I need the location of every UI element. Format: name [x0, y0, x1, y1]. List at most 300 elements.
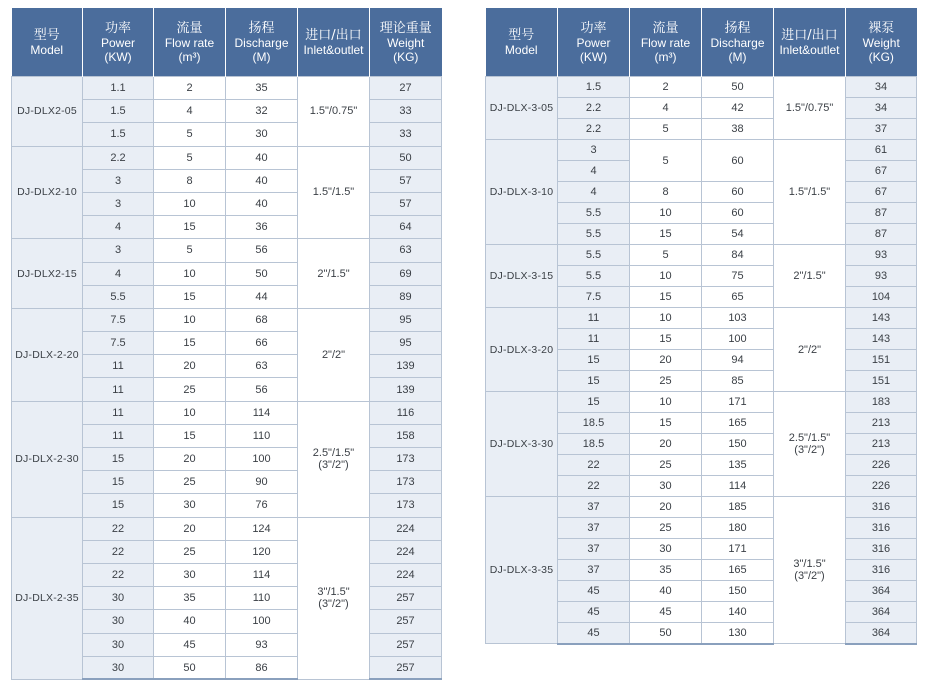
- header-en-label: (M): [252, 49, 271, 64]
- weight-cell: 224: [370, 517, 442, 540]
- power-cell: 37: [558, 539, 630, 560]
- flow-cell: 40: [630, 581, 702, 602]
- model-cell: DJ-DLX-3-15: [486, 245, 558, 308]
- power-cell: 11: [83, 424, 154, 447]
- weight-cell: 37: [846, 119, 917, 140]
- flow-cell: 25: [630, 371, 702, 392]
- flow-cell: 5: [154, 146, 226, 169]
- weight-cell: 93: [846, 266, 917, 287]
- power-cell: 4: [83, 216, 154, 239]
- model-cell: DJ-DLX-3-10: [486, 140, 558, 245]
- table-row: [12, 401, 442, 424]
- flow-cell: 10: [154, 262, 226, 285]
- discharge-cell: 54: [702, 224, 774, 245]
- weight-cell: 63: [370, 239, 442, 262]
- weight-cell: 95: [370, 332, 442, 355]
- power-cell: 22: [558, 476, 630, 497]
- power-cell: 15: [558, 350, 630, 371]
- table-row: [486, 140, 917, 161]
- flow-cell: 15: [630, 224, 702, 245]
- inlet-outlet-alt-value: (3"/2"): [794, 570, 825, 582]
- inlet-outlet-cell: [774, 497, 846, 644]
- weight-cell: 27: [370, 77, 442, 100]
- weight-cell: 34: [846, 77, 917, 98]
- weight-cell: 364: [846, 602, 917, 623]
- inlet-outlet-value: 2"/1.5": [317, 267, 350, 280]
- flow-cell: 30: [630, 476, 702, 497]
- header-weight: [370, 8, 442, 77]
- discharge-cell: 36: [226, 216, 298, 239]
- power-cell: 1.5: [83, 100, 154, 123]
- header-flow-rate: [630, 8, 702, 77]
- discharge-cell: 171: [702, 392, 774, 413]
- discharge-cell: 171: [702, 539, 774, 560]
- power-cell: 7.5: [83, 332, 154, 355]
- header-discharge: [702, 8, 774, 77]
- flow-cell: 25: [154, 378, 226, 401]
- table-row: [12, 308, 442, 331]
- weight-cell: 143: [846, 329, 917, 350]
- flow-cell: 15: [630, 287, 702, 308]
- flow-cell: 15: [154, 216, 226, 239]
- flow-cell: 4: [154, 100, 226, 123]
- power-cell: 1.1: [83, 77, 154, 100]
- inlet-outlet-alt-value: (3"/2"): [318, 598, 349, 611]
- flow-cell: 10: [630, 392, 702, 413]
- table-header-row: [486, 8, 917, 77]
- flow-cell: 15: [154, 332, 226, 355]
- weight-cell: 316: [846, 518, 917, 539]
- weight-cell: 226: [846, 455, 917, 476]
- header-en-label: Weight: [387, 35, 425, 50]
- power-cell: 15: [83, 494, 154, 517]
- flow-cell: 25: [154, 540, 226, 563]
- header-flow-rate: [154, 8, 226, 77]
- header-zh-label: 裸泵: [868, 20, 895, 36]
- model-cell: DJ-DLX-3-35: [486, 497, 558, 644]
- discharge-cell: 165: [702, 560, 774, 581]
- header-en-label: Flow rate: [640, 35, 691, 50]
- discharge-cell: 50: [702, 77, 774, 98]
- header-en-label: (KW): [579, 49, 608, 64]
- flow-cell: 50: [630, 623, 702, 644]
- power-cell: 15: [558, 371, 630, 392]
- header-en-label: Model: [504, 42, 538, 57]
- weight-cell: 93: [846, 245, 917, 266]
- weight-cell: 151: [846, 371, 917, 392]
- weight-cell: 257: [370, 610, 442, 633]
- power-cell: 15: [558, 392, 630, 413]
- header-en-label: (m³): [178, 49, 201, 64]
- discharge-cell: 93: [226, 633, 298, 656]
- weight-cell: 50: [370, 146, 442, 169]
- flow-cell: 10: [154, 308, 226, 331]
- model-cell: DJ-DLX-3-20: [486, 308, 558, 392]
- header-en-label: Discharge: [710, 35, 765, 50]
- power-cell: 30: [83, 633, 154, 656]
- inlet-outlet-cell: [298, 146, 370, 239]
- header-inlet-outlet: [774, 8, 846, 77]
- power-cell: 5.5: [558, 266, 630, 287]
- discharge-cell: 65: [702, 287, 774, 308]
- weight-cell: 316: [846, 497, 917, 518]
- header-weight: [846, 8, 917, 77]
- flow-cell: 30: [154, 494, 226, 517]
- inlet-outlet-value: 2"/2": [797, 343, 822, 356]
- weight-cell: 158: [370, 424, 442, 447]
- discharge-cell: 76: [226, 494, 298, 517]
- header-zh-label: 型号: [508, 27, 535, 43]
- flow-cell: 5: [630, 119, 702, 140]
- inlet-outlet-cell: [298, 401, 370, 517]
- model-cell: DJ-DLX-2-30: [12, 401, 83, 517]
- model-cell: DJ-DLX-2-35: [12, 517, 83, 679]
- flow-cell: 15: [630, 329, 702, 350]
- discharge-cell: 60: [702, 140, 774, 182]
- header-en-label: Inlet&outlet: [779, 42, 840, 57]
- power-cell: 2.2: [558, 119, 630, 140]
- header-model: [486, 8, 558, 77]
- weight-cell: 316: [846, 560, 917, 581]
- flow-cell: 20: [154, 355, 226, 378]
- discharge-cell: 85: [702, 371, 774, 392]
- weight-cell: 57: [370, 169, 442, 192]
- header-zh-label: 扬程: [248, 20, 275, 36]
- power-cell: 22: [83, 517, 154, 540]
- power-cell: 1.5: [558, 77, 630, 98]
- discharge-cell: 130: [702, 623, 774, 644]
- inlet-outlet-value: 2"/1.5": [793, 270, 826, 282]
- header-en-label: (m³): [654, 49, 677, 64]
- flow-cell: 25: [630, 455, 702, 476]
- header-inlet-outlet: [298, 8, 370, 77]
- header-zh-label: 功率: [104, 20, 131, 36]
- power-cell: 37: [558, 497, 630, 518]
- inlet-outlet-value: 1.5"/1.5": [788, 186, 831, 198]
- weight-cell: 183: [846, 392, 917, 413]
- discharge-cell: 30: [226, 123, 298, 146]
- power-cell: 22: [83, 540, 154, 563]
- inlet-outlet-value: 1.5"/0.75": [785, 102, 834, 114]
- flow-cell: 10: [154, 401, 226, 424]
- spec-table-right: [485, 8, 917, 645]
- table-row: [486, 308, 917, 329]
- flow-cell: 45: [154, 633, 226, 656]
- weight-cell: 33: [370, 123, 442, 146]
- flow-cell: 20: [630, 497, 702, 518]
- flow-cell: 35: [154, 587, 226, 610]
- spec-table-left: [11, 8, 442, 680]
- discharge-cell: 150: [702, 581, 774, 602]
- inlet-outlet-alt-value: (3"/2"): [318, 459, 349, 472]
- header-zh-label: 流量: [176, 20, 203, 36]
- model-cell: DJ-DLX2-05: [12, 77, 83, 147]
- header-model: [12, 8, 83, 77]
- inlet-outlet-cell: [774, 77, 846, 140]
- flow-cell: 50: [154, 656, 226, 679]
- discharge-cell: 150: [702, 434, 774, 455]
- table-row: [12, 146, 442, 169]
- power-cell: 22: [83, 563, 154, 586]
- power-cell: 15: [83, 448, 154, 471]
- inlet-outlet-cell: [774, 245, 846, 308]
- header-en-label: Flow rate: [164, 35, 215, 50]
- flow-cell: 30: [154, 563, 226, 586]
- header-zh-label: 流量: [652, 20, 679, 36]
- weight-cell: 69: [370, 262, 442, 285]
- table-row: [486, 77, 917, 98]
- inlet-outlet-value: 1.5"/0.75": [309, 105, 358, 118]
- header-zh-label: 功率: [580, 20, 607, 36]
- discharge-cell: 114: [226, 563, 298, 586]
- inlet-outlet-cell: [774, 308, 846, 392]
- weight-cell: 364: [846, 581, 917, 602]
- flow-cell: 15: [154, 424, 226, 447]
- power-cell: 45: [558, 602, 630, 623]
- weight-cell: 67: [846, 161, 917, 182]
- discharge-cell: 63: [226, 355, 298, 378]
- flow-cell: 20: [630, 350, 702, 371]
- inlet-outlet-value: 2"/2": [321, 348, 346, 361]
- inlet-outlet-cell: [298, 77, 370, 147]
- weight-cell: 173: [370, 494, 442, 517]
- flow-cell: 2: [630, 77, 702, 98]
- inlet-outlet-cell: [298, 517, 370, 679]
- power-cell: 4: [558, 161, 630, 182]
- discharge-cell: 135: [702, 455, 774, 476]
- weight-cell: 34: [846, 98, 917, 119]
- discharge-cell: 100: [702, 329, 774, 350]
- header-en-label: (KW): [104, 49, 132, 64]
- discharge-cell: 42: [702, 98, 774, 119]
- header-en-label: Model: [30, 42, 64, 57]
- discharge-cell: 140: [702, 602, 774, 623]
- discharge-cell: 94: [702, 350, 774, 371]
- model-cell: DJ-DLX-3-05: [486, 77, 558, 140]
- inlet-outlet-cell: [298, 308, 370, 401]
- discharge-cell: 110: [226, 587, 298, 610]
- discharge-cell: 120: [226, 540, 298, 563]
- model-cell: DJ-DLX2-15: [12, 239, 83, 309]
- discharge-cell: 114: [226, 401, 298, 424]
- header-en-label: Weight: [862, 35, 900, 50]
- flow-cell: 35: [630, 560, 702, 581]
- discharge-cell: 84: [702, 245, 774, 266]
- power-cell: 2.2: [83, 146, 154, 169]
- flow-cell: 40: [154, 610, 226, 633]
- discharge-cell: 60: [702, 203, 774, 224]
- discharge-cell: 165: [702, 413, 774, 434]
- power-cell: 2.2: [558, 98, 630, 119]
- flow-cell: 20: [154, 517, 226, 540]
- weight-cell: 104: [846, 287, 917, 308]
- power-cell: 5.5: [558, 245, 630, 266]
- header-en-label: (M): [728, 49, 747, 64]
- discharge-cell: 110: [226, 424, 298, 447]
- header-en-label: Power: [576, 35, 611, 50]
- weight-cell: 64: [370, 216, 442, 239]
- weight-cell: 139: [370, 355, 442, 378]
- discharge-cell: 180: [702, 518, 774, 539]
- discharge-cell: 38: [702, 119, 774, 140]
- discharge-cell: 103: [702, 308, 774, 329]
- power-cell: 11: [83, 355, 154, 378]
- header-en-label: Power: [100, 35, 135, 50]
- weight-cell: 87: [846, 224, 917, 245]
- model-cell: DJ-DLX-2-20: [12, 308, 83, 401]
- flow-cell: 5: [154, 123, 226, 146]
- discharge-cell: 75: [702, 266, 774, 287]
- weight-cell: 364: [846, 623, 917, 644]
- weight-cell: 151: [846, 350, 917, 371]
- power-cell: 5.5: [558, 224, 630, 245]
- flow-cell: 5: [630, 245, 702, 266]
- weight-cell: 61: [846, 140, 917, 161]
- power-cell: 37: [558, 518, 630, 539]
- flow-cell: 15: [630, 413, 702, 434]
- weight-cell: 257: [370, 656, 442, 679]
- power-cell: 30: [83, 610, 154, 633]
- inlet-outlet-value: 2.5"/1.5": [312, 447, 355, 460]
- discharge-cell: 56: [226, 378, 298, 401]
- flow-cell: 8: [154, 169, 226, 192]
- header-power: [558, 8, 630, 77]
- flow-cell: 25: [630, 518, 702, 539]
- discharge-cell: 100: [226, 610, 298, 633]
- power-cell: 30: [83, 656, 154, 679]
- model-cell: DJ-DLX-3-30: [486, 392, 558, 497]
- power-cell: 1.5: [83, 123, 154, 146]
- weight-cell: 57: [370, 192, 442, 215]
- power-cell: 3: [558, 140, 630, 161]
- discharge-cell: 40: [226, 146, 298, 169]
- inlet-outlet-cell: [774, 140, 846, 245]
- power-cell: 4: [558, 182, 630, 203]
- inlet-outlet-cell: [298, 239, 370, 309]
- weight-cell: 95: [370, 308, 442, 331]
- discharge-cell: 40: [226, 192, 298, 215]
- header-en-label: Inlet&outlet: [303, 42, 364, 57]
- discharge-cell: 86: [226, 656, 298, 679]
- discharge-cell: 90: [226, 471, 298, 494]
- inlet-outlet-alt-value: (3"/2"): [794, 444, 825, 456]
- inlet-outlet-value: 2.5"/1.5": [788, 432, 831, 444]
- flow-cell: 20: [154, 448, 226, 471]
- flow-cell: 45: [630, 602, 702, 623]
- flow-cell: 2: [154, 77, 226, 100]
- power-cell: 3: [83, 169, 154, 192]
- discharge-cell: 114: [702, 476, 774, 497]
- table-row: [486, 245, 917, 266]
- table-header-row: [12, 8, 442, 77]
- header-en-label: (KG): [868, 49, 894, 64]
- table-row: [12, 517, 442, 540]
- weight-cell: 143: [846, 308, 917, 329]
- flow-cell: 30: [630, 539, 702, 560]
- power-cell: 11: [558, 308, 630, 329]
- header-zh-label: 扬程: [724, 20, 751, 36]
- weight-cell: 173: [370, 448, 442, 471]
- power-cell: 7.5: [558, 287, 630, 308]
- weight-cell: 213: [846, 413, 917, 434]
- discharge-cell: 68: [226, 308, 298, 331]
- table-row: [12, 77, 442, 100]
- discharge-cell: 50: [226, 262, 298, 285]
- inlet-outlet-cell: [774, 392, 846, 497]
- flow-cell: 10: [630, 266, 702, 287]
- header-zh-label: 进口/出口: [781, 27, 838, 43]
- flow-cell: 5: [630, 140, 702, 182]
- discharge-cell: 66: [226, 332, 298, 355]
- power-cell: 11: [83, 378, 154, 401]
- discharge-cell: 56: [226, 239, 298, 262]
- power-cell: 45: [558, 623, 630, 644]
- discharge-cell: 32: [226, 100, 298, 123]
- flow-cell: 20: [630, 434, 702, 455]
- weight-cell: 67: [846, 182, 917, 203]
- model-cell: DJ-DLX2-10: [12, 146, 83, 239]
- flow-cell: 5: [154, 239, 226, 262]
- table-row: [12, 239, 442, 262]
- inlet-outlet-value: 3"/1.5": [317, 586, 350, 599]
- header-zh-label: 理论重量: [379, 20, 432, 36]
- weight-cell: 87: [846, 203, 917, 224]
- flow-cell: 25: [154, 471, 226, 494]
- header-discharge: [226, 8, 298, 77]
- header-en-label: Discharge: [234, 35, 289, 50]
- weight-cell: 89: [370, 285, 442, 308]
- power-cell: 11: [83, 401, 154, 424]
- discharge-cell: 100: [226, 448, 298, 471]
- power-cell: 37: [558, 560, 630, 581]
- power-cell: 22: [558, 455, 630, 476]
- weight-cell: 33: [370, 100, 442, 123]
- discharge-cell: 44: [226, 285, 298, 308]
- weight-cell: 257: [370, 587, 442, 610]
- weight-cell: 226: [846, 476, 917, 497]
- flow-cell: 10: [630, 203, 702, 224]
- weight-cell: 213: [846, 434, 917, 455]
- discharge-cell: 40: [226, 169, 298, 192]
- weight-cell: 224: [370, 563, 442, 586]
- flow-cell: 8: [630, 182, 702, 203]
- flow-cell: 4: [630, 98, 702, 119]
- discharge-cell: 124: [226, 517, 298, 540]
- power-cell: 5.5: [83, 285, 154, 308]
- power-cell: 18.5: [558, 413, 630, 434]
- weight-cell: 224: [370, 540, 442, 563]
- power-cell: 4: [83, 262, 154, 285]
- power-cell: 30: [83, 587, 154, 610]
- power-cell: 3: [83, 239, 154, 262]
- flow-cell: 10: [630, 308, 702, 329]
- header-power: [83, 8, 154, 77]
- weight-cell: 173: [370, 471, 442, 494]
- flow-cell: 15: [154, 285, 226, 308]
- weight-cell: 316: [846, 539, 917, 560]
- power-cell: 7.5: [83, 308, 154, 331]
- discharge-cell: 185: [702, 497, 774, 518]
- weight-cell: 116: [370, 401, 442, 424]
- power-cell: 45: [558, 581, 630, 602]
- weight-cell: 139: [370, 378, 442, 401]
- flow-cell: 10: [154, 192, 226, 215]
- table-row: [486, 392, 917, 413]
- inlet-outlet-value: 3"/1.5": [793, 558, 826, 570]
- power-cell: 18.5: [558, 434, 630, 455]
- table-row: [486, 497, 917, 518]
- header-zh-label: 型号: [33, 27, 60, 43]
